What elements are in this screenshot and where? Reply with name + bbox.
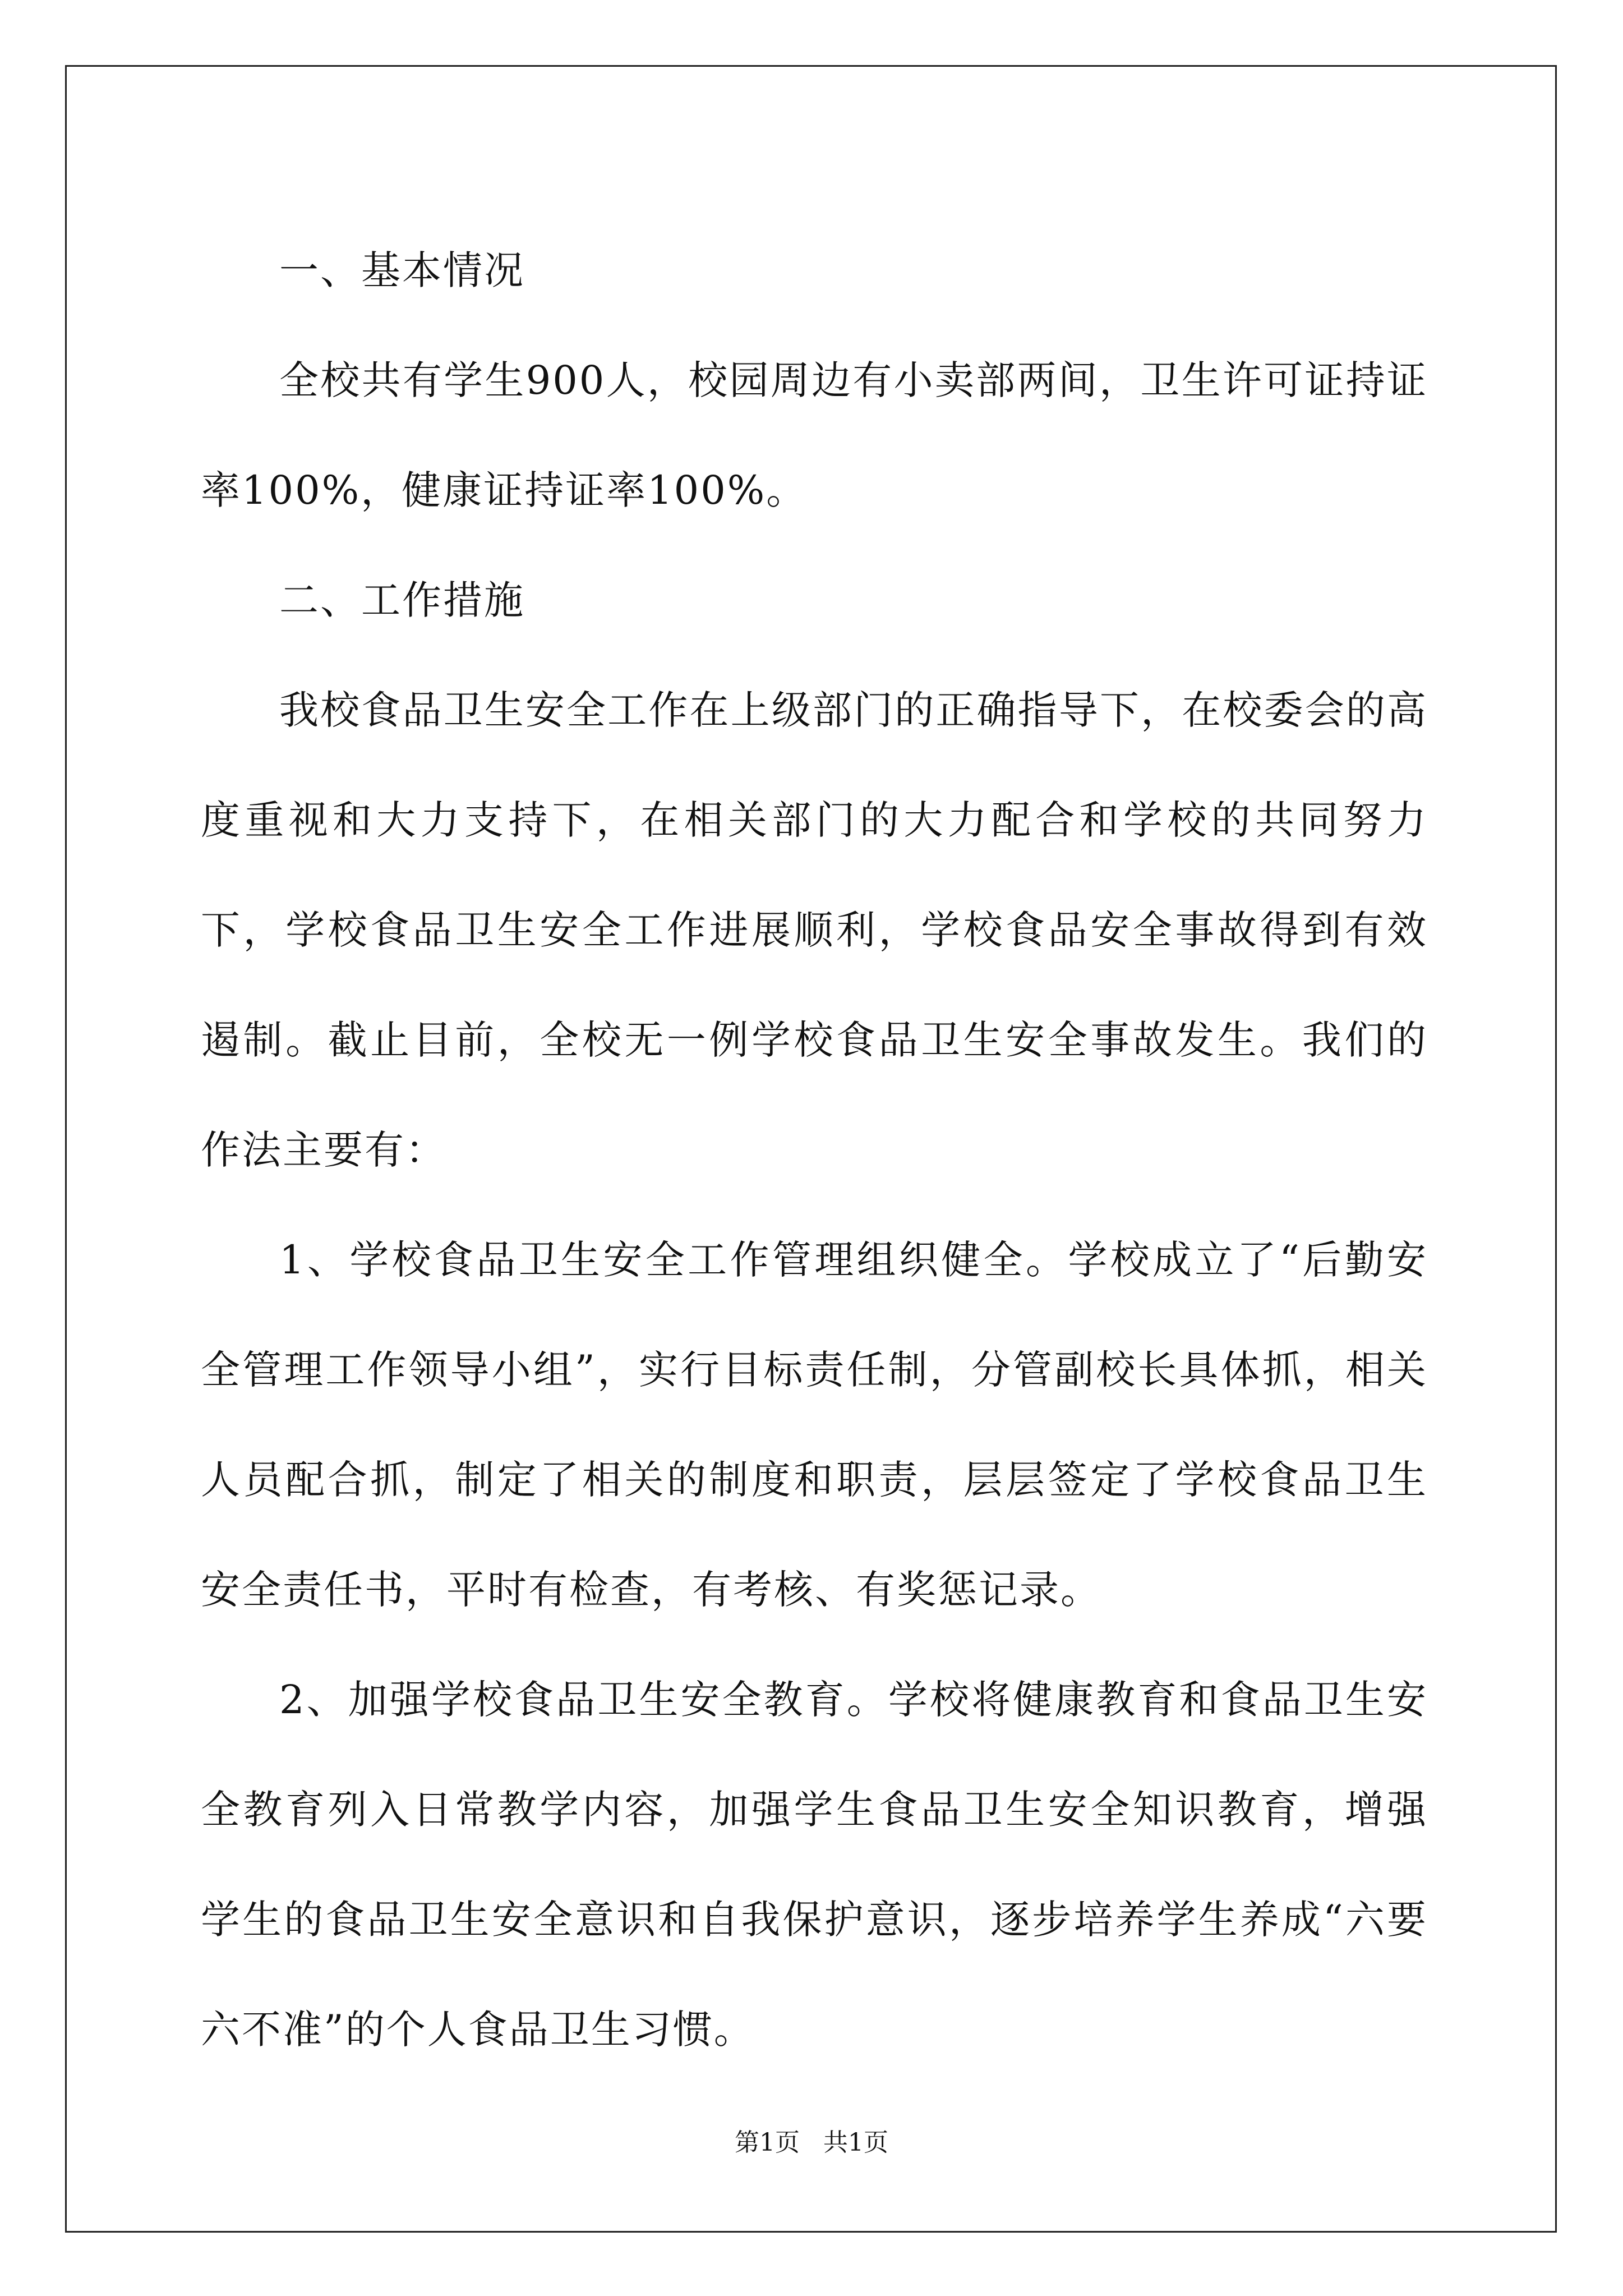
paragraph-work-overview: 我校食品卫生安全工作在上级部门的正确指导下，在校委会的高度重视和大力支持下，在相关部门的大力配合和学校的共同努力下，学校食品卫生安全工作进展顺利，学校食品安全事故得到有效遏制。截止目前，全校无一例学校食品卫生安全事故发生。我们的作法主要有： [201, 687, 1428, 1173]
section-heading-work-measures: 二、工作措施 [279, 577, 525, 623]
section-heading-basic-info: 一、基本情况 [279, 247, 525, 293]
document-body [201, 215, 1428, 2085]
paragraph-basic-info: 全校共有学生900人，校园周边有小卖部两间，卫生许可证持证率100%，健康证持证率100%。 [201, 357, 1428, 513]
paragraph-measure-1: 1、学校食品卫生安全工作管理组织健全。学校成立了“后勤安全管理工作领导小组”，实行目标责任制，分管副校长具体抓，相关人员配合抓，制定了相关的制度和职责，层层签定了学校食品卫生安全责任书，平时有检查，有考核、有奖惩记录。 [201, 1237, 1428, 1613]
paragraph-measure-2: 2、加强学校食品卫生安全教育。学校将健康教育和食品卫生安全教育列入日常教学内容，加强学生食品卫生安全知识教育，增强学生的食品卫生安全意识和自我保护意识，逐步培养学生养成“六要六不准”的个人食品卫生习惯。 [201, 1677, 1428, 2053]
page-footer: 第1页 共1页 [735, 2128, 888, 2157]
